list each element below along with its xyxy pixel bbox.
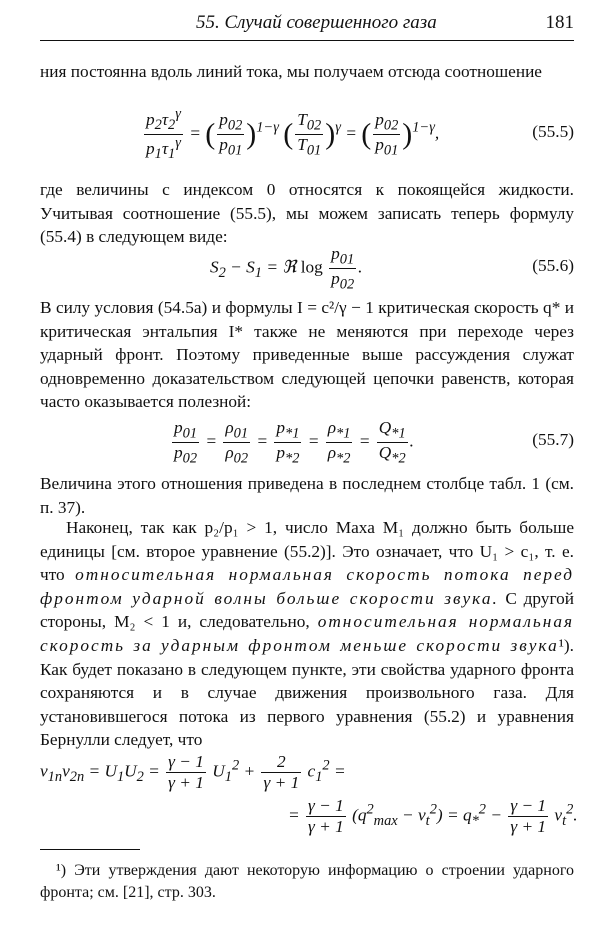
equation-bernoulli-line-1: $v_{1n}v_{2n} = U_1U_2$ = $\frac{\gamma - 1}{\gamma + 1}$ $U_1^2$ + $\frac{2}{\gamma + 1}$ $c_1^2$ = (40, 752, 346, 792)
equation-number: (55.7) (532, 430, 574, 449)
paragraph-2: где величины с индексом 0 относятся к покоящейся жидкости. Учитывая соотношение (55.5), мы можем записать теперь формулу (55.4) в следующем виде: (40, 180, 574, 247)
paragraph-5 (40, 516, 574, 752)
running-header (40, 8, 574, 36)
paragraph-5-text-c: С другой стороны, M₂ < 1 и, следовательно, (40, 588, 574, 632)
equation-55-6 (40, 244, 574, 296)
header-title: 55. Случай совершенного газа (196, 12, 437, 33)
footnote-rule (40, 849, 140, 850)
footnote: ¹) Эти утверждения дают некоторую информацию о строении ударного фронта; см. [21], стр. 303. (40, 862, 574, 901)
paragraph-4: Величина этого отношения приведена в последнем столбце табл. 1 (см. п. 37). (40, 474, 574, 517)
equation-55-6-body: $S_2 - S_1$ = ℜ log $\frac{p_{01}}{p_{02}}$ . (210, 244, 363, 293)
equation-55-7 (40, 418, 574, 468)
paragraph-3: В силу условия (54.5а) и формулы I = c²/γ − 1 критическая скорость q* и критическая энтальпия I* также не меняются при переходе через ударный фронт. Поэтому приведенные выше рассуждения служат одновременно доказательством следующей цепочки равенств, которая часто оказывается полезной: (40, 298, 574, 412)
equation-55-5-body: $\frac{p_2\tau_2^\gamma}{p_1\tau_1^\gamma}$ = ( $\frac{p_{02}}{p_{01}}$ )$^{1-\gamma}$ ( $\frac{T_{02}}{T_{01}}$ )$^\gamma$ = ( $\frac{p_{02}}{p_{01}}$ )$^{1-\gamma}$, (146, 106, 440, 163)
emphasis-1: относительная нормальная скорость потока перед фронтом ударной волны больше скорости звука. (40, 565, 575, 608)
equation-number: (55.6) (532, 256, 574, 275)
header-rule (40, 40, 574, 41)
paragraph-5-text-a: Наконец, так как p₂/p₁ > 1, число Маха M₁ должно быть больше единицы [см. второе уравнение (55.2)]. Это означает, что U₁ > c₁, т. е. что (40, 518, 574, 585)
emphasis-2: относительная нормальная скорость за ударным фронтом меньше скорости звука (40, 612, 575, 655)
equation-55-7-body: $\frac{p_{01}}{p_{02}}$ = $\frac{\rho_{01}}{\rho_{02}}$ = $\frac{p_{*1}}{p_{*2}}$ = $\frac{\rho_{*1}}{\rho_{*2}}$ = $\frac{Q_{*1}}{Q_{*2}}$ . (174, 418, 414, 467)
equation-55-5 (40, 106, 574, 176)
paragraph-1: ния постоянна вдоль линий тока, мы получаем отсюда соотношение (40, 62, 542, 81)
paragraph-5-text-e: ¹). Как будет показано в следующем пункте, эти свойства ударного фронта сохраняются и в случае движения произвольного газа. Для установившегося потока из первого уравнения (55.2) и уравнения Бернулли следует, что (40, 635, 574, 750)
equation-bernoulli (40, 752, 578, 840)
page-number: 181 (545, 12, 574, 33)
equation-number: (55.5) (532, 122, 574, 141)
equation-bernoulli-line-2: = $\frac{\gamma - 1}{\gamma + 1}$ $(q^2_{max} - v_t^2) = q_*^2$ − $\frac{\gamma - 1}{\gamma + 1}$ $v_t^2$. (288, 796, 578, 836)
